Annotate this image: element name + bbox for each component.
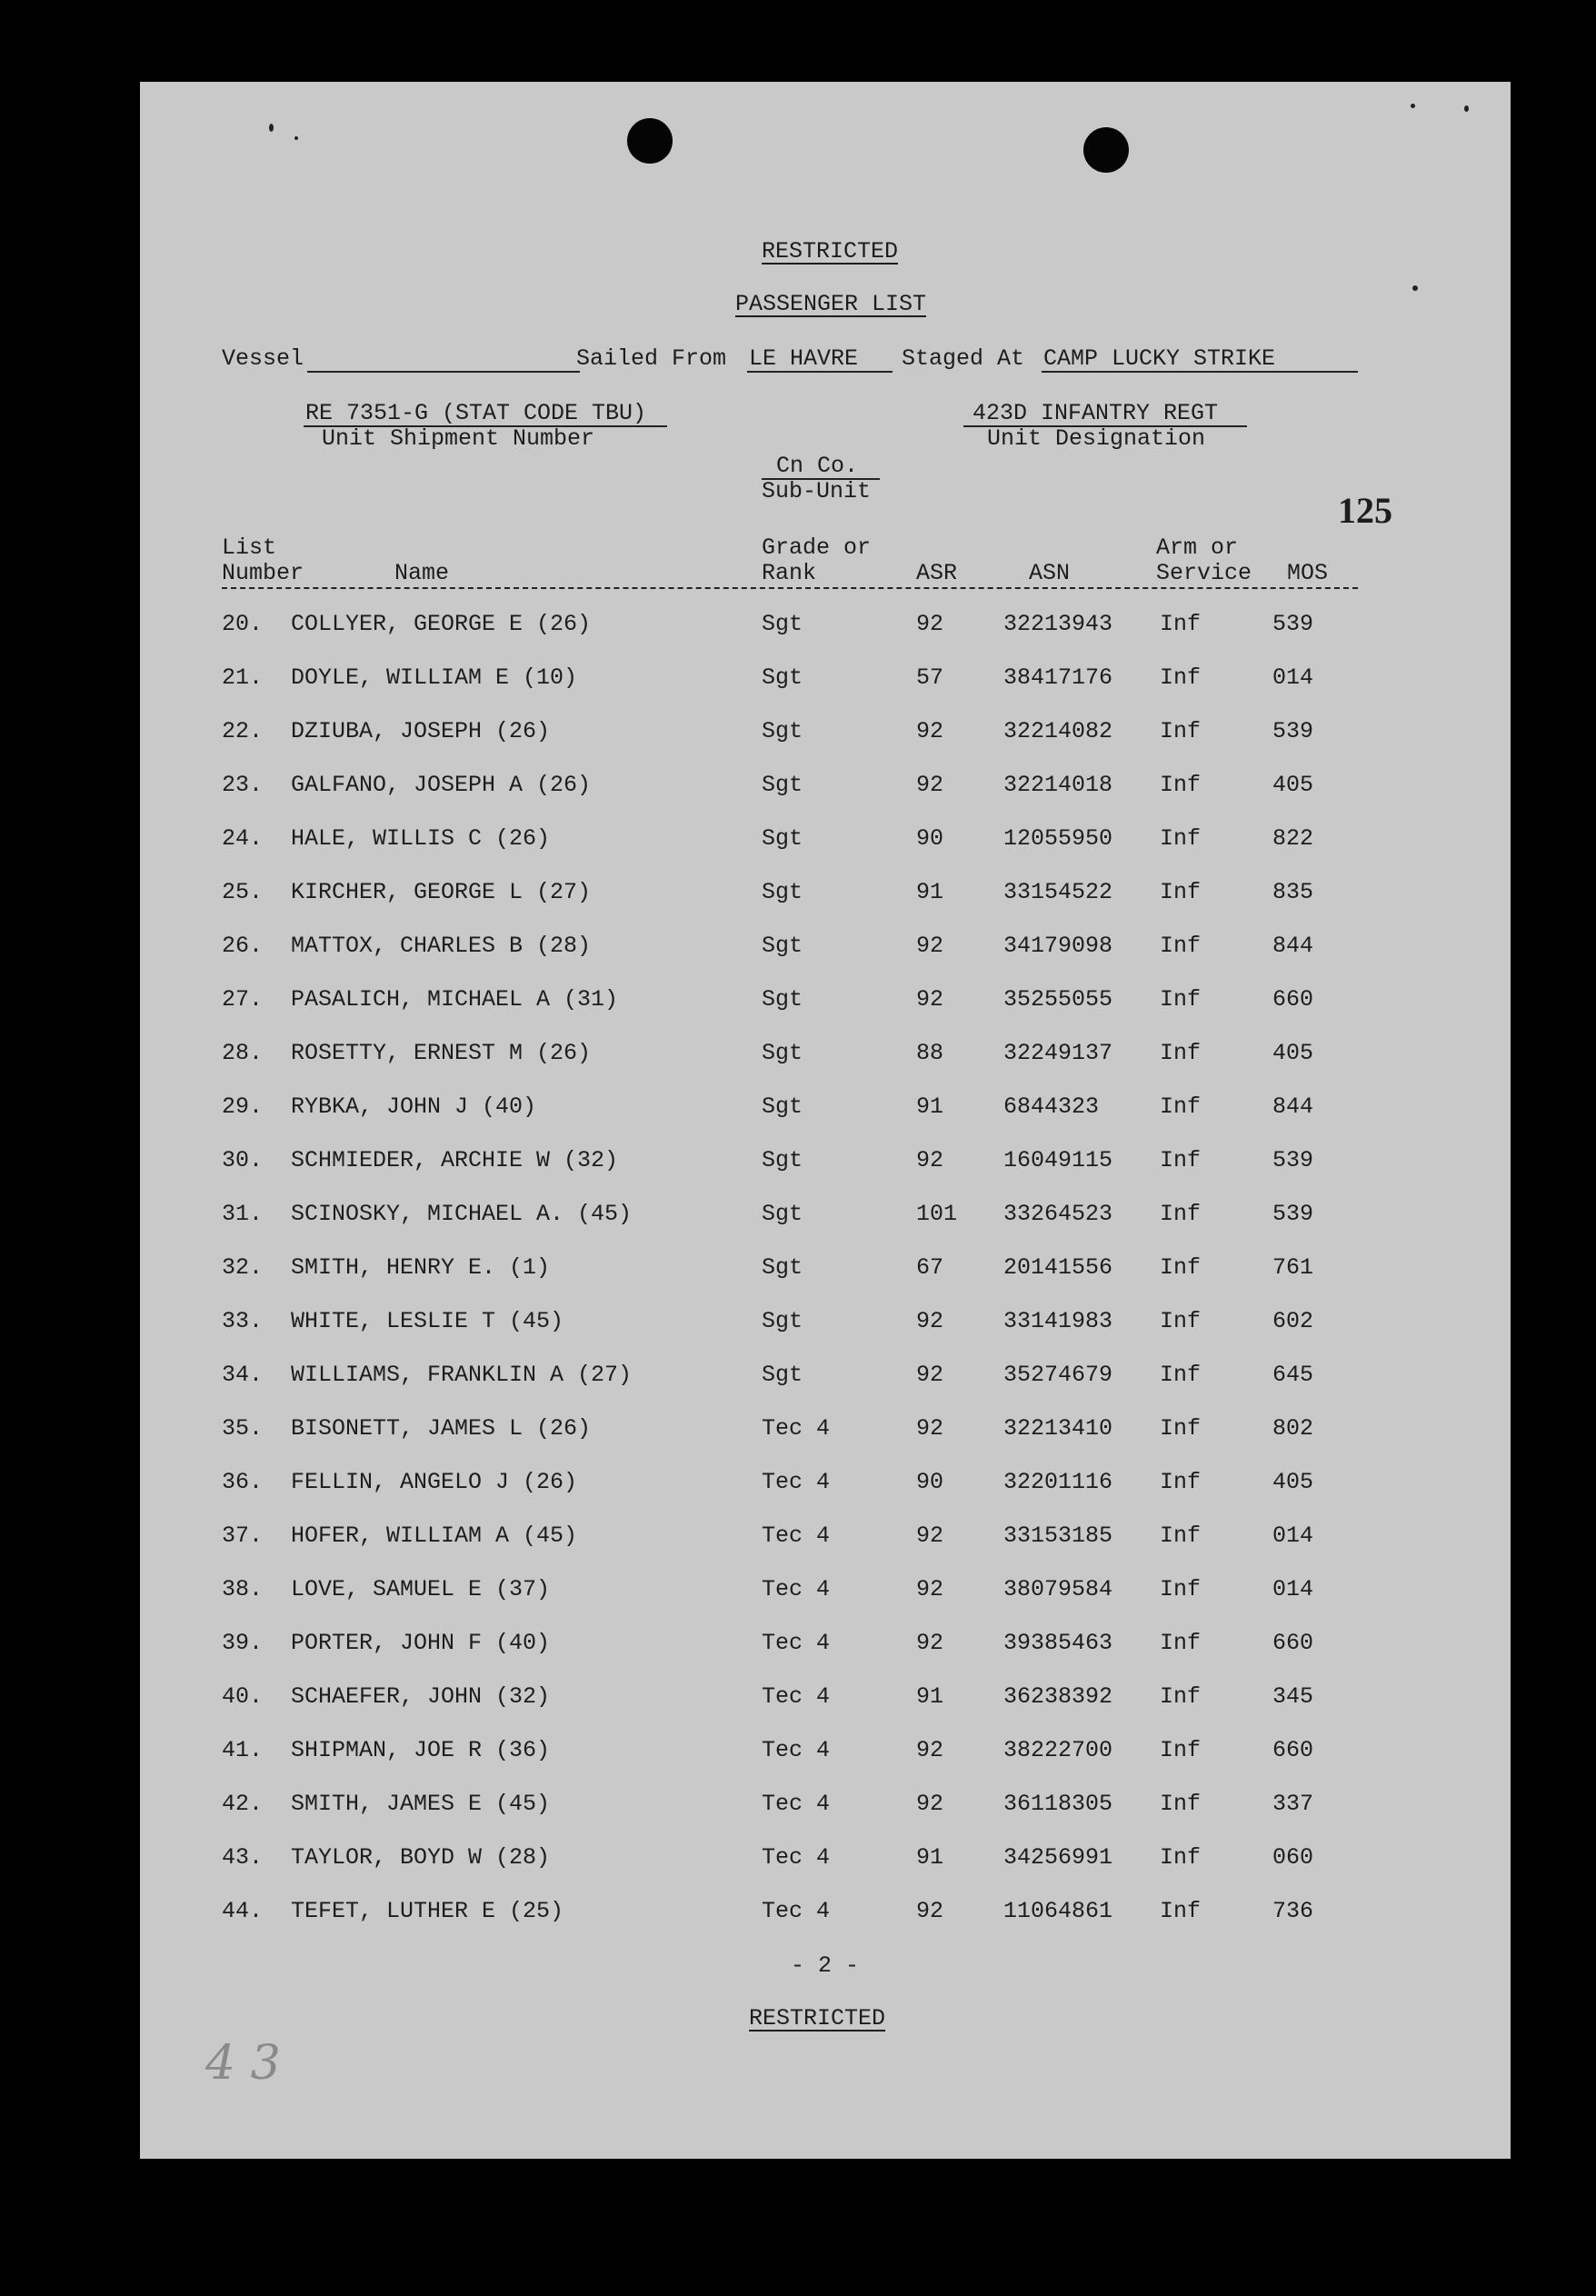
arm-service: Inf (1160, 718, 1202, 744)
staged-at-line (1042, 371, 1358, 373)
grade-rank: Sgt (762, 1308, 803, 1334)
grade-rank: Tec 4 (762, 1844, 831, 1871)
passenger-name: WHITE, LESLIE T (45) (291, 1308, 564, 1334)
list-number: 37. (222, 1522, 264, 1549)
asr-value: 91 (916, 879, 944, 905)
list-number: 28. (222, 1040, 264, 1066)
passenger-name: RYBKA, JOHN J (40) (291, 1093, 537, 1120)
mos-value: 539 (1272, 718, 1314, 744)
col-list-number-line1: List (222, 534, 277, 561)
grade-rank: Sgt (762, 772, 803, 798)
grade-rank: Sgt (762, 1362, 803, 1388)
restricted-bottom: RESTRICTED (749, 2005, 886, 2031)
list-number: 43. (222, 1844, 264, 1871)
staged-at-label: Staged At (902, 345, 1025, 372)
sailed-from-line (747, 371, 893, 373)
passenger-name: PASALICH, MICHAEL A (31) (291, 986, 619, 1013)
asr-value: 92 (916, 1791, 944, 1817)
asn-value: 16049115 (1003, 1147, 1113, 1173)
list-number: 21. (222, 664, 264, 691)
grade-rank: Tec 4 (762, 1898, 831, 1924)
sub-unit-label: Sub-Unit (762, 478, 872, 504)
asn-value: 32213410 (1003, 1415, 1113, 1442)
passenger-name: TAYLOR, BOYD W (28) (291, 1844, 551, 1871)
grade-rank: Sgt (762, 879, 803, 905)
col-asn: ASN (1029, 560, 1071, 586)
list-number: 38. (222, 1576, 264, 1602)
list-number: 20. (222, 611, 264, 637)
list-number: 32. (222, 1254, 264, 1281)
arm-service: Inf (1160, 1576, 1202, 1602)
passenger-name: LOVE, SAMUEL E (37) (291, 1576, 551, 1602)
grade-rank: Tec 4 (762, 1576, 831, 1602)
asr-value: 90 (916, 1469, 944, 1495)
list-number: 27. (222, 986, 264, 1013)
mos-value: 060 (1272, 1844, 1314, 1871)
asn-value: 35274679 (1003, 1362, 1113, 1388)
mos-value: 660 (1272, 1630, 1314, 1656)
grade-rank: Tec 4 (762, 1522, 831, 1549)
asn-value: 38222700 (1003, 1737, 1113, 1763)
mos-value: 761 (1272, 1254, 1314, 1281)
grade-rank: Tec 4 (762, 1415, 831, 1442)
arm-service: Inf (1160, 1737, 1202, 1763)
asn-value: 32201116 (1003, 1469, 1113, 1495)
document-page (140, 82, 1511, 2159)
arm-service: Inf (1160, 611, 1202, 637)
col-arm-line2: Service (1156, 560, 1252, 586)
list-number: 22. (222, 718, 264, 744)
asn-value: 33141983 (1003, 1308, 1113, 1334)
grade-rank: Sgt (762, 825, 803, 852)
passenger-name: TEFET, LUTHER E (25) (291, 1898, 564, 1924)
asr-value: 92 (916, 1898, 944, 1924)
mos-value: 645 (1272, 1362, 1314, 1388)
asr-value: 91 (916, 1683, 944, 1710)
mos-value: 405 (1272, 1040, 1314, 1066)
list-number: 23. (222, 772, 264, 798)
mos-value: 014 (1272, 664, 1314, 691)
unit-shipment-label: Unit Shipment Number (322, 425, 595, 452)
asn-value: 32214018 (1003, 772, 1113, 798)
list-number: 44. (222, 1898, 264, 1924)
page-number-stamp: 125 (1338, 490, 1392, 531)
passenger-name: WILLIAMS, FRANKLIN A (27) (291, 1362, 633, 1388)
mos-value: 014 (1272, 1576, 1314, 1602)
list-number: 41. (222, 1737, 264, 1763)
col-list-number-line2: Number (222, 560, 304, 586)
arm-service: Inf (1160, 1254, 1202, 1281)
asn-value: 32249137 (1003, 1040, 1113, 1066)
grade-rank: Tec 4 (762, 1791, 831, 1817)
mos-value: 014 (1272, 1522, 1314, 1549)
asr-value: 92 (916, 1147, 944, 1173)
asr-value: 91 (916, 1844, 944, 1871)
arm-service: Inf (1160, 1522, 1202, 1549)
arm-service: Inf (1160, 1308, 1202, 1334)
arm-service: Inf (1160, 1201, 1202, 1227)
grade-rank: Sgt (762, 1254, 803, 1281)
mos-value: 405 (1272, 772, 1314, 798)
passenger-name: SMITH, HENRY E. (1) (291, 1254, 551, 1281)
grade-rank: Sgt (762, 1093, 803, 1120)
asr-value: 92 (916, 772, 944, 798)
passenger-name: FELLIN, ANGELO J (26) (291, 1469, 578, 1495)
header-dashed-rule (222, 587, 1358, 589)
list-number: 25. (222, 879, 264, 905)
grade-rank: Sgt (762, 1201, 803, 1227)
arm-service: Inf (1160, 1898, 1202, 1924)
col-arm-line1: Arm or (1156, 534, 1239, 561)
list-number: 33. (222, 1308, 264, 1334)
arm-service: Inf (1160, 1093, 1202, 1120)
arm-service: Inf (1160, 1683, 1202, 1710)
asn-value: 12055950 (1003, 825, 1113, 852)
sub-unit: Cn Co. (776, 453, 859, 479)
grade-rank: Sgt (762, 933, 803, 959)
arm-service: Inf (1160, 1844, 1202, 1871)
list-number: 39. (222, 1630, 264, 1656)
mos-value: 835 (1272, 879, 1314, 905)
asr-value: 92 (916, 1576, 944, 1602)
list-number: 35. (222, 1415, 264, 1442)
passenger-name: SMITH, JAMES E (45) (291, 1791, 551, 1817)
arm-service: Inf (1160, 1469, 1202, 1495)
asr-value: 92 (916, 1308, 944, 1334)
passenger-name: PORTER, JOHN F (40) (291, 1630, 551, 1656)
arm-service: Inf (1160, 1630, 1202, 1656)
asr-value: 92 (916, 1737, 944, 1763)
grade-rank: Tec 4 (762, 1469, 831, 1495)
mos-value: 844 (1272, 933, 1314, 959)
list-number: 30. (222, 1147, 264, 1173)
asn-value: 33264523 (1003, 1201, 1113, 1227)
mos-value: 660 (1272, 1737, 1314, 1763)
restricted-top: RESTRICTED (762, 238, 899, 265)
mos-value: 345 (1272, 1683, 1314, 1710)
mos-value: 844 (1272, 1093, 1314, 1120)
asn-value: 32214082 (1003, 718, 1113, 744)
list-number: 36. (222, 1469, 264, 1495)
sailed-from-value: LE HAVRE (749, 345, 859, 372)
col-name: Name (394, 560, 450, 586)
list-number: 34. (222, 1362, 264, 1388)
arm-service: Inf (1160, 825, 1202, 852)
grade-rank: Tec 4 (762, 1737, 831, 1763)
vessel-blank-line (307, 371, 580, 373)
passenger-name: HOFER, WILLIAM A (45) (291, 1522, 578, 1549)
passenger-name: COLLYER, GEORGE E (26) (291, 611, 592, 637)
asn-value: 35255055 (1003, 986, 1113, 1013)
speck (1464, 105, 1469, 112)
asn-value: 38417176 (1003, 664, 1113, 691)
asn-value: 20141556 (1003, 1254, 1113, 1281)
list-number: 26. (222, 933, 264, 959)
speck (1412, 285, 1418, 291)
list-number: 24. (222, 825, 264, 852)
asr-value: 57 (916, 664, 944, 691)
asn-value: 38079584 (1003, 1576, 1113, 1602)
passenger-name: MATTOX, CHARLES B (28) (291, 933, 592, 959)
asn-value: 11064861 (1003, 1898, 1113, 1924)
mos-value: 802 (1272, 1415, 1314, 1442)
asn-value: 34179098 (1003, 933, 1113, 959)
page-indicator: - 2 - (791, 1952, 860, 1979)
mos-value: 539 (1272, 1201, 1314, 1227)
grade-rank: Tec 4 (762, 1630, 831, 1656)
asn-value: 33153185 (1003, 1522, 1113, 1549)
asr-value: 92 (916, 718, 944, 744)
mos-value: 822 (1272, 825, 1314, 852)
passenger-name: SCHMIEDER, ARCHIE W (32) (291, 1147, 619, 1173)
passenger-name: BISONETT, JAMES L (26) (291, 1415, 592, 1442)
arm-service: Inf (1160, 1040, 1202, 1066)
list-number: 31. (222, 1201, 264, 1227)
asn-value: 6844323 (1003, 1093, 1100, 1120)
mos-value: 539 (1272, 611, 1314, 637)
grade-rank: Sgt (762, 664, 803, 691)
unit-designation: 423D INFANTRY REGT (973, 400, 1219, 426)
asr-value: 101 (916, 1201, 958, 1227)
passenger-name: KIRCHER, GEORGE L (27) (291, 879, 592, 905)
punch-hole-left (627, 118, 673, 164)
asr-value: 92 (916, 1415, 944, 1442)
sailed-from-label: Sailed From (576, 345, 727, 372)
passenger-name: DZIUBA, JOSEPH (26) (291, 718, 551, 744)
asn-value: 36238392 (1003, 1683, 1113, 1710)
asr-value: 88 (916, 1040, 944, 1066)
grade-rank: Sgt (762, 986, 803, 1013)
passenger-name: SHIPMAN, JOE R (36) (291, 1737, 551, 1763)
arm-service: Inf (1160, 933, 1202, 959)
asr-value: 91 (916, 1093, 944, 1120)
col-grade-line1: Grade or (762, 534, 872, 561)
passenger-name: ROSETTY, ERNEST M (26) (291, 1040, 592, 1066)
mos-value: 405 (1272, 1469, 1314, 1495)
speck (269, 124, 274, 132)
grade-rank: Sgt (762, 611, 803, 637)
passenger-name: DOYLE, WILLIAM E (10) (291, 664, 578, 691)
mos-value: 539 (1272, 1147, 1314, 1173)
list-number: 42. (222, 1791, 264, 1817)
asr-value: 92 (916, 933, 944, 959)
asn-value: 32213943 (1003, 611, 1113, 637)
grade-rank: Sgt (762, 1040, 803, 1066)
passenger-name: GALFANO, JOSEPH A (26) (291, 772, 592, 798)
vessel-label: Vessel (222, 345, 304, 372)
mos-value: 660 (1272, 986, 1314, 1013)
asr-value: 92 (916, 1630, 944, 1656)
mos-value: 736 (1272, 1898, 1314, 1924)
col-grade-line2: Rank (762, 560, 817, 586)
grade-rank: Sgt (762, 718, 803, 744)
staged-at-value: CAMP LUCKY STRIKE (1043, 345, 1276, 372)
arm-service: Inf (1160, 879, 1202, 905)
asr-value: 92 (916, 611, 944, 637)
unit-designation-label: Unit Designation (987, 425, 1206, 452)
asn-value: 34256991 (1003, 1844, 1113, 1871)
passenger-name: SCHAEFER, JOHN (32) (291, 1683, 551, 1710)
mos-value: 337 (1272, 1791, 1314, 1817)
arm-service: Inf (1160, 1147, 1202, 1173)
grade-rank: Sgt (762, 1147, 803, 1173)
handwritten-note: 4 3 (205, 2036, 281, 2091)
unit-shipment-number: RE 7351-G (STAT CODE TBU) (305, 400, 647, 426)
asn-value: 39385463 (1003, 1630, 1113, 1656)
speck (1411, 104, 1415, 108)
grade-rank: Tec 4 (762, 1683, 831, 1710)
asr-value: 92 (916, 986, 944, 1013)
asr-value: 92 (916, 1362, 944, 1388)
arm-service: Inf (1160, 986, 1202, 1013)
list-number: 29. (222, 1093, 264, 1120)
passenger-name: SCINOSKY, MICHAEL A. (45) (291, 1201, 633, 1227)
arm-service: Inf (1160, 1791, 1202, 1817)
asr-value: 92 (916, 1522, 944, 1549)
asn-value: 36118305 (1003, 1791, 1113, 1817)
list-number: 40. (222, 1683, 264, 1710)
col-mos: MOS (1287, 560, 1329, 586)
mos-value: 602 (1272, 1308, 1314, 1334)
asr-value: 90 (916, 825, 944, 852)
col-asr: ASR (916, 560, 958, 586)
passenger-name: HALE, WILLIS C (26) (291, 825, 551, 852)
asn-value: 33154522 (1003, 879, 1113, 905)
arm-service: Inf (1160, 664, 1202, 691)
asr-value: 67 (916, 1254, 944, 1281)
arm-service: Inf (1160, 1362, 1202, 1388)
arm-service: Inf (1160, 1415, 1202, 1442)
arm-service: Inf (1160, 772, 1202, 798)
speck (294, 136, 298, 140)
document-title: PASSENGER LIST (735, 291, 927, 317)
punch-hole-right (1083, 127, 1129, 173)
